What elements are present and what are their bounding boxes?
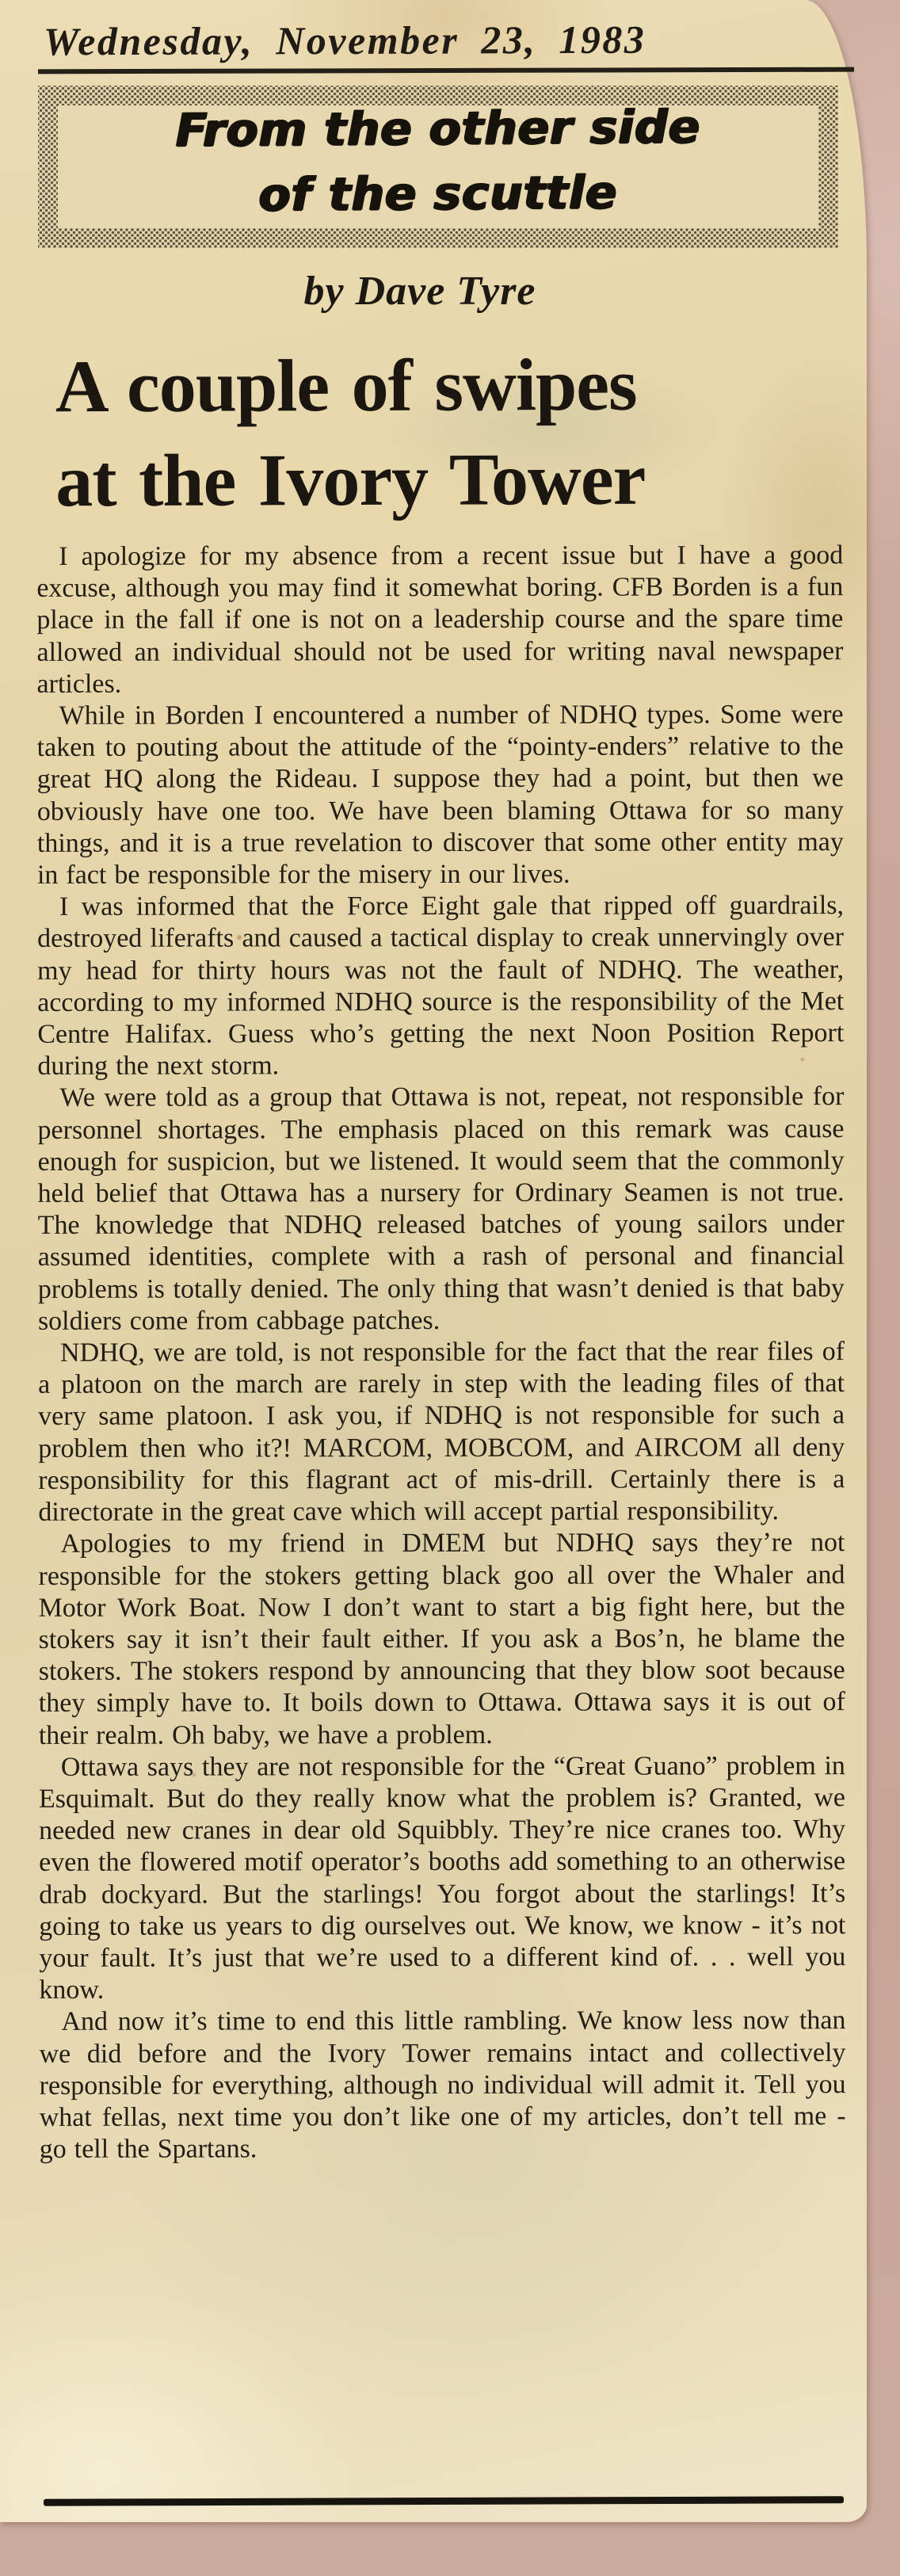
article-paragraph-3: I was informed that the Force Eight gale that ripped off guardrails, destroyed liferafts and caused a tactical display to creak unnervingly over my head for thirty hours was not the fault of NDHQ. The weather, according to my informed NDHQ source is the responsibility of the Met Centre Halifax. Guess who’s getting the next Noon Position Report during the next storm. xyxy=(37,891,845,1082)
article-paragraph-5: NDHQ, we are told, is not responsible for the fact that the rear files of a platoon on the march are rarely in step with the leading files of that very same platoon. I ask you, if NDHQ is not responsible for such a problem then who it?! MARCOM, MOBCOM, and AIRCOM all deny responsibility for this flagrant act of mis-drill. Certainly there is a directorate in the great cave which will accept partial responsibility. xyxy=(38,1337,845,1527)
headline-line-1: A couple of swipes xyxy=(55,343,637,429)
byline: by Dave Tyre xyxy=(303,269,536,314)
bottom-edge-rule xyxy=(44,2496,844,2506)
article-paragraph-7: Ottawa says they are not responsible for the “Great Guano” problem in Esquimalt. But do they really know what the problem is? Granted, we needed new cranes in dear old Squibbly. They’re nice cranes too. Why even the flowered motif operator’s booths add something to an otherwise drab dockyard. But the starlings! You forgot about the starlings! It’s going to take us years to dig ourselves out. We know, we know - it’s not your fault. It’s just that we’re used to a different kind of. . . well you know. xyxy=(38,1750,846,2005)
date-divider-rule xyxy=(38,67,854,74)
article-body xyxy=(36,540,846,2166)
column-masthead xyxy=(38,86,838,220)
date-header: Wednesday, November 23, 1983 xyxy=(43,17,646,64)
article-paragraph-6: Apologies to my friend in DMEM but NDHQ says they’re not responsible for the stokers getting black goo all over the Whaler and Motor Work Boat. Now I don’t want to start a big fight here, but the stokers say it isn’t their fault either. If you ask a Bos’n, he blame the stokers. The stokers respond by announcing that they blow soot because they simply have to. It boils down to Ottawa. Ottawa says it is out of their realm. Oh baby, we have a problem. xyxy=(38,1528,845,1750)
headline xyxy=(55,338,646,529)
article-paragraph-8: And now it’s time to end this little rambling. We know less now than we did before and the Ivory Tower remains intact and collectively responsible for everything, although no individual will admit it. Tell you what fellas, next time you don’t like one of my articles, don’t tell me - go tell the Spartans. xyxy=(39,2005,846,2165)
column-masthead-box xyxy=(38,86,838,248)
article-paragraph-1: I apologize for my absence from a recent issue but I have a good excuse, although you may find it somewhat boring. CFB Borden is a fun place in the fall if one is not on a leadership course and the spare time allowed an individual should not be used for writing naval newspaper articles. xyxy=(36,540,844,699)
headline-line-2: at the Ivory Tower xyxy=(55,437,646,523)
masthead-line-2: of the scuttle xyxy=(258,165,618,222)
article-paragraph-2: While in Borden I encountered a number of NDHQ types. Some were taken to pouting about the attitude of the “pointy-enders” relative to the great HQ along the Rideau. I suppose they had a point, but then we obviously have one too. We have been blaming Ottawa for so many things, and it is a true revelation to discover that some other entity may in fact be responsible for the misery in our lives. xyxy=(36,700,844,890)
article-paragraph-4: We were told as a group that Ottawa is not, repeat, not responsible for personnel shortages. The emphasis placed on this remark was cause enough for suspicion, but we listened. It would seem that the commonly held belief that Ottawa has a nursery for Ordinary Seamen is not true. The knowledge that NDHQ released batches of young sailors under assumed identities, complete with a rash of personal and financial problems is totally denied. The only thing that wasn’t denied is that baby soldiers come from cabbage patches. xyxy=(37,1082,845,1336)
masthead-line-1: From the other side xyxy=(175,99,701,158)
